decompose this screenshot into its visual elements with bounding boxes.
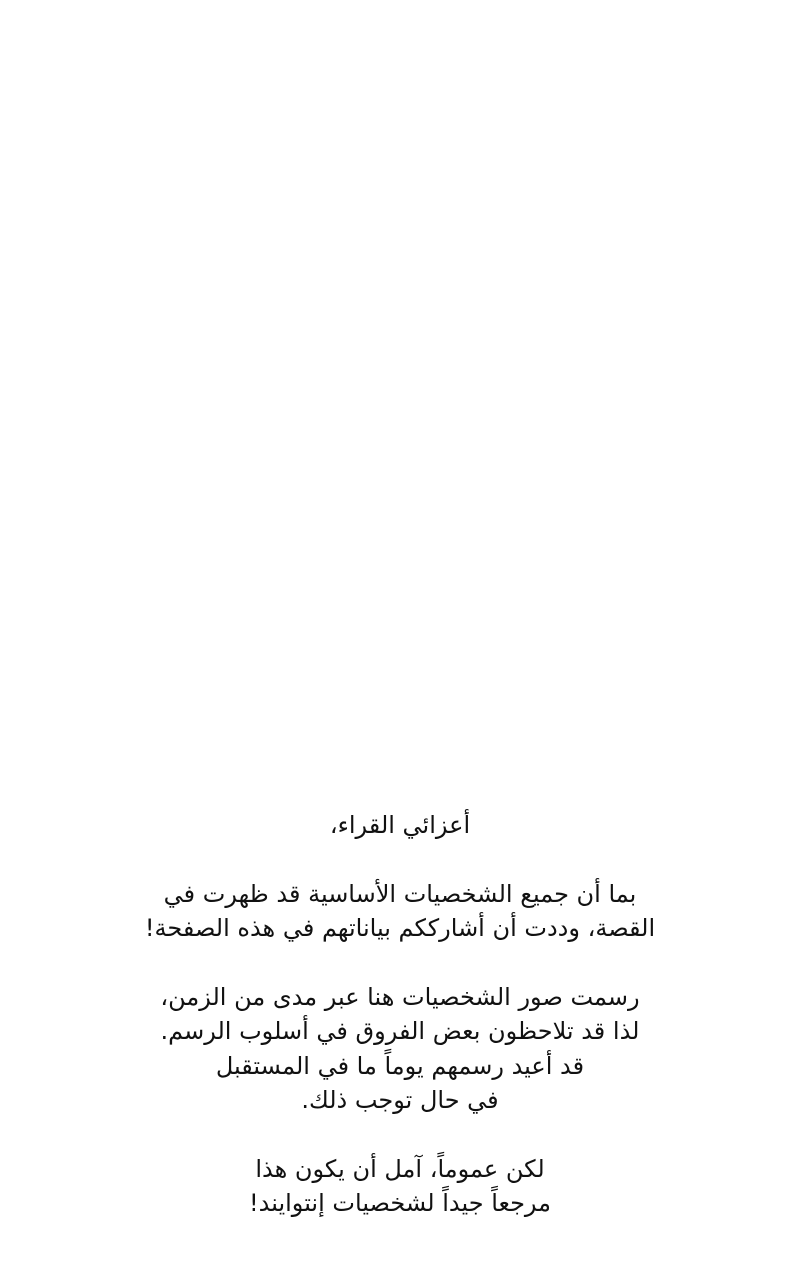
text-line: في حال توجب ذلك. <box>301 1086 499 1114</box>
text-line: قد أعيد رسمهم يوماً ما في المستقبل <box>215 1051 585 1080</box>
text-line: لذا قد تلاحظون بعض الفروق في أسلوب الرسم. <box>160 1017 640 1045</box>
paragraph-drawing-style <box>60 980 740 1118</box>
text-line: مرجعاً جيداً لشخصيات إنتوايند! <box>248 1189 552 1217</box>
text-line: لكن عموماً، آمل أن يكون هذا <box>255 1154 545 1183</box>
paragraph-characters-appeared <box>60 877 740 946</box>
text-line: رسمت صور الشخصيات هنا عبر مدى من الزمن، <box>160 982 640 1011</box>
text-line: القصة، وددت أن أشارككم بياناتهم في هذه الصفحة! <box>144 914 656 942</box>
paragraph-closing <box>60 1152 740 1221</box>
author-note <box>60 808 740 1221</box>
text-line: بما أن جميع الشخصيات الأساسية قد ظهرت في <box>163 879 637 908</box>
greeting-paragraph <box>60 808 740 843</box>
greeting-line: أعزائي القراء، <box>329 811 471 839</box>
